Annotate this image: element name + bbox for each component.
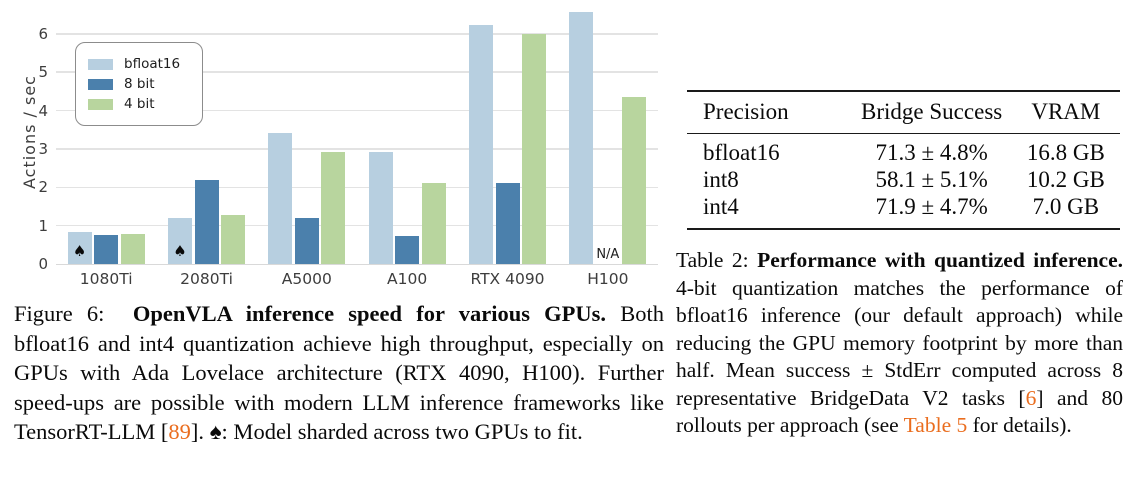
legend	[75, 42, 203, 126]
cell-bridge-success: 58.1 ± 5.1%	[875, 167, 988, 192]
table-header-row	[687, 91, 1120, 134]
caption-text: Both bfloat16 and int4 quantization achieve high throughput, especially on GPUs with Ada Lovelace architecture (RTX 4090, H100). Further speed-ups are possible with modern LLM inference frameworks like TensorRT-LLM [	[14, 301, 664, 444]
citation-link[interactable]: Table 5	[903, 413, 968, 437]
y-axis-label: Actions / sec	[20, 75, 39, 189]
cell-bridge-success: 71.9 ± 4.7%	[875, 194, 988, 219]
bar-2080ti-8-bit	[195, 180, 219, 264]
legend-label: bfloat16	[124, 56, 181, 72]
citation-link[interactable]: 6	[1025, 385, 1037, 410]
cell-vram: 16.8 GB	[1026, 140, 1105, 165]
caption-text: Figure 6:	[14, 301, 133, 326]
y-tick-2: 2	[38, 178, 48, 197]
bar-a100-bfloat16	[369, 152, 393, 264]
caption-text: ]. ♠: Model sharded across two GPUs to fit.	[190, 419, 583, 444]
bar-a100-4-bit	[422, 183, 446, 264]
spade-annotation: ♠	[72, 242, 87, 260]
spade-annotation: ♠	[173, 242, 187, 260]
cell-precision: bfloat16	[703, 140, 780, 165]
caption-text: 4-bit quantization matches the performance of bfloat16 inference (our default approach) while reducing the GPU memory footprint by more than half. Mean success ± StdErr computed across 8 representative BridgeData V2 tasks [	[676, 275, 1123, 410]
table2-caption	[676, 247, 1123, 440]
caption-text: ] and 80 rollouts per approach (see	[676, 385, 1123, 437]
x-tick-rtx-4090: RTX 4090	[470, 270, 545, 288]
legend-label: 8 bit	[124, 76, 155, 92]
y-tick-6: 6	[38, 24, 48, 43]
bar-rtx-4090-bfloat16	[469, 25, 493, 264]
caption-text: OpenVLA inference speed for various GPUs.	[132, 301, 607, 326]
x-tick-h100: H100	[587, 270, 629, 288]
bar-h100-4-bit	[622, 97, 646, 264]
bar-a5000-8-bit	[295, 218, 319, 264]
cell-vram: 10.2 GB	[1026, 167, 1105, 192]
gridline	[56, 225, 658, 227]
bar-rtx-4090-8-bit	[496, 183, 520, 264]
table-row	[687, 166, 1120, 193]
y-tick-5: 5	[38, 63, 48, 82]
x-tick-a100: A100	[387, 270, 428, 288]
y-tick-0: 0	[38, 255, 48, 273]
bar-1080ti-4-bit	[121, 234, 145, 264]
y-tick-3: 3	[38, 139, 48, 158]
bar-rtx-4090-4-bit	[522, 34, 546, 264]
bar-a5000-bfloat16	[268, 133, 292, 264]
table2-panel	[676, 0, 1123, 478]
x-tick-a5000: A5000	[281, 270, 332, 288]
bar-a5000-4-bit	[321, 152, 345, 264]
column-header-vram: VRAM	[1012, 91, 1120, 134]
column-header-bridge-success: Bridge Success	[852, 91, 1012, 134]
bar-1080ti-8-bit	[94, 235, 118, 264]
gridline	[56, 148, 658, 150]
table-row	[687, 134, 1120, 167]
legend-item-4-bit	[88, 96, 180, 112]
gridline	[56, 33, 658, 35]
caption-text: for details).	[967, 413, 1072, 437]
bar-2080ti-4-bit	[221, 215, 245, 264]
y-tick-1: 1	[38, 216, 48, 235]
table-row	[687, 193, 1120, 229]
bar-h100-bfloat16	[569, 12, 593, 264]
cell-vram: 7.0 GB	[1032, 194, 1100, 219]
plot-area	[56, 0, 658, 288]
caption-text: Table 2:	[676, 248, 758, 272]
legend-item-bfloat16	[88, 56, 180, 72]
legend-swatch	[88, 99, 113, 110]
caption-text: Performance with quantized inference.	[757, 248, 1123, 272]
cell-precision: int8	[703, 167, 739, 192]
quantized-inference-table	[687, 90, 1120, 230]
cell-precision: int4	[703, 194, 739, 219]
x-tick-2080ti: 2080Ti	[180, 270, 233, 288]
citation-link[interactable]: 89	[168, 419, 191, 444]
x-tick-1080ti: 1080Ti	[79, 270, 133, 288]
column-header-precision: Precision	[687, 91, 852, 134]
legend-swatch	[88, 79, 113, 90]
legend-item-8-bit	[88, 76, 180, 92]
na-label: N/A	[596, 247, 620, 262]
y-tick-4: 4	[38, 101, 48, 120]
figure6-caption	[14, 299, 664, 447]
legend-label: 4 bit	[124, 96, 155, 112]
gpu-speed-chart	[0, 0, 672, 296]
gridline	[56, 187, 658, 189]
bar-a100-8-bit	[395, 236, 419, 264]
legend-swatch	[88, 59, 113, 70]
cell-bridge-success: 71.3 ± 4.8%	[875, 140, 988, 165]
